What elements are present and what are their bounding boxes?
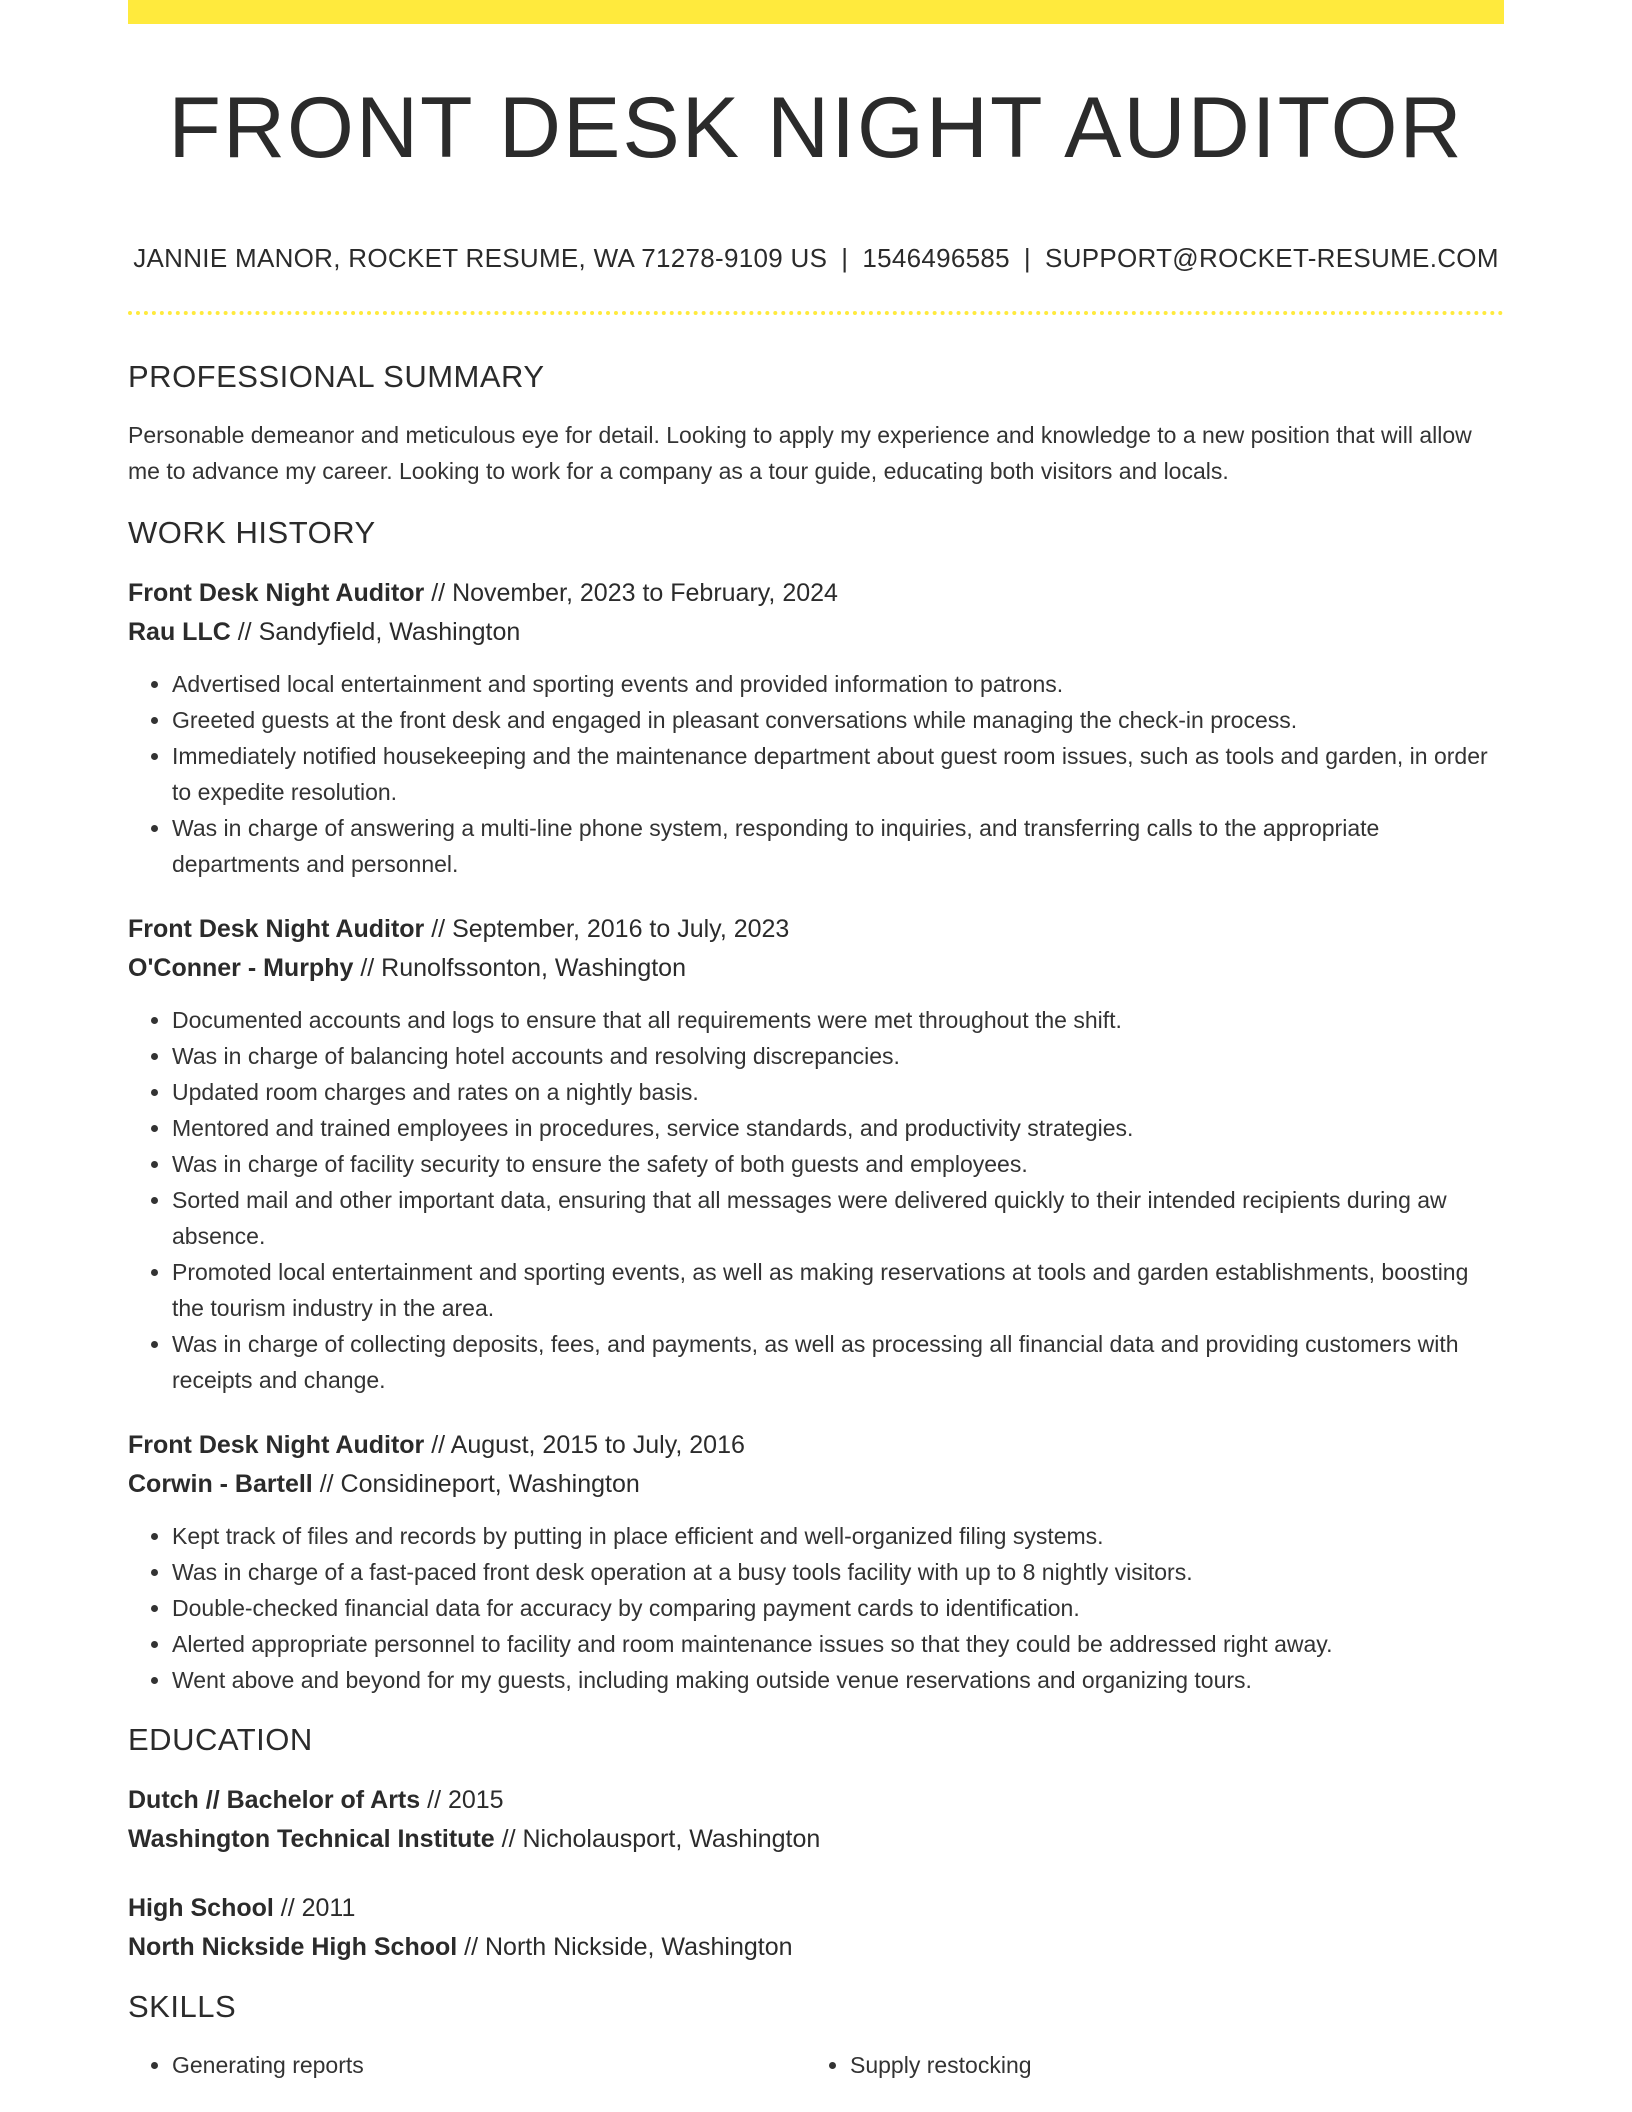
job-dates: // September, 2016 to July, 2023 — [424, 915, 790, 943]
section-heading-work-history: WORK HISTORY — [128, 515, 376, 550]
education-degree: High School — [128, 1894, 274, 1922]
education-degree: Dutch // Bachelor of Arts — [128, 1786, 421, 1814]
job-location: // Sandyfield, Washington — [230, 618, 521, 646]
header-divider — [128, 311, 1504, 315]
education-year: // 2011 — [273, 1894, 356, 1922]
summary-text: Personable demeanor and meticulous eye for detail. Looking to apply my experience and knowledge to a new position that will allow me to advance my career. Looking to work for a company as a tour guide, educating both visitors and locals. — [128, 422, 1472, 484]
contact-phone: 1546496585 — [862, 243, 1010, 273]
education-entry — [128, 1889, 1504, 1967]
job-bullet: • Kept track of files and records by putting in place efficient and well-organized filing systems. — [172, 1518, 1504, 1554]
job-bullet: • Greeted guests at the front desk and engaged in pleasant conversations while managing the check-in process. — [172, 702, 1504, 738]
job-title: Front Desk Night Auditor — [128, 579, 425, 607]
education-school-line — [128, 1820, 1504, 1859]
education-school-line — [128, 1928, 1504, 1967]
job-bullet: • Advertised local entertainment and sporting events and provided information to patrons. — [172, 666, 1504, 702]
job-bullet: • Immediately notified housekeeping and the maintenance department about guest room issues, such as tools and garden, in order to expedite resolution. — [172, 738, 1504, 810]
job-bullet: • Went above and beyond for my guests, including making outside venue reservations and organizing tours. — [172, 1662, 1504, 1698]
education-location: // North Nickside, Washington — [457, 1933, 793, 1961]
job-bullet: • Promoted local entertainment and sporting events, as well as making reservations at tools and garden establishments, boosting the tourism industry in the area. — [172, 1254, 1504, 1326]
skill-item: • Generating reports — [172, 2047, 806, 2083]
education-school: Washington Technical Institute — [128, 1825, 495, 1853]
job-company-line — [128, 1465, 1504, 1504]
contact-address: JANNIE MANOR, ROCKET RESUME, WA 71278-9109 US — [133, 243, 828, 273]
job-bullet: • Was in charge of collecting deposits, fees, and payments, as well as processing all financial data and providing customers with receipts and change. — [172, 1326, 1504, 1398]
job-dates: // August, 2015 to July, 2016 — [424, 1431, 745, 1459]
contact-separator: | — [1023, 243, 1031, 273]
job-bullets — [128, 666, 1504, 882]
job-company-line — [128, 613, 1504, 652]
contact-separator: | — [841, 243, 849, 273]
job-entry — [128, 1426, 1504, 1698]
contact-line — [128, 242, 1504, 274]
job-bullet: • Sorted mail and other important data, ensuring that all messages were delivered quickly to their intended recipients during aw absence. — [172, 1182, 1504, 1254]
job-location: // Runolfssonton, Washington — [353, 954, 686, 982]
job-company: Corwin - Bartell — [128, 1470, 313, 1498]
job-title-line — [128, 1426, 1504, 1465]
job-bullet: • Was in charge of a fast-paced front desk operation at a busy tools facility with up to 8 nightly visitors. — [172, 1554, 1504, 1590]
job-location: // Considineport, Washington — [312, 1470, 640, 1498]
job-bullet: • Was in charge of balancing hotel accounts and resolving discrepancies. — [172, 1038, 1504, 1074]
job-company: Rau LLC — [128, 618, 231, 646]
job-bullets — [128, 1518, 1504, 1698]
section-heading-education: EDUCATION — [128, 1722, 313, 1757]
job-title-line — [128, 910, 1504, 949]
education-degree-line — [128, 1781, 1504, 1820]
job-bullet: • Was in charge of answering a multi-line phone system, responding to inquiries, and transferring calls to the appropriate departments and personnel. — [172, 810, 1504, 882]
education-year: // 2015 — [420, 1786, 504, 1814]
education-degree-line — [128, 1889, 1504, 1928]
education-entry — [128, 1781, 1504, 1859]
skills-list — [128, 2047, 1504, 2083]
job-bullets — [128, 1002, 1504, 1398]
resume-content — [128, 24, 1504, 2083]
skills-column-right — [806, 2047, 1484, 2083]
job-bullet: • Was in charge of facility security to ensure the safety of both guests and employees. — [172, 1146, 1504, 1182]
job-company-line — [128, 949, 1504, 988]
job-bullet: • Updated room charges and rates on a nightly basis. — [172, 1074, 1504, 1110]
job-entry — [128, 910, 1504, 1398]
skill-item: • Supply restocking — [850, 2047, 1484, 2083]
job-company: O'Conner - Murphy — [128, 954, 354, 982]
job-title: Front Desk Night Auditor — [128, 1431, 425, 1459]
job-bullet: • Mentored and trained employees in procedures, service standards, and productivity strategies. — [172, 1110, 1504, 1146]
skills-column-left — [128, 2047, 806, 2083]
section-heading-skills: SKILLS — [128, 1989, 237, 2024]
page-title: FRONT DESK NIGHT AUDITOR — [168, 80, 1464, 176]
contact-email: SUPPORT@ROCKET-RESUME.COM — [1044, 243, 1499, 273]
accent-top-bar — [128, 0, 1504, 24]
job-bullet: • Documented accounts and logs to ensure that all requirements were met throughout the shift. — [172, 1002, 1504, 1038]
job-title-line — [128, 574, 1504, 613]
education-location: // Nicholausport, Washington — [494, 1825, 821, 1853]
education-school: North Nickside High School — [128, 1933, 458, 1961]
job-dates: // November, 2023 to February, 2024 — [424, 579, 838, 607]
job-bullet: • Double-checked financial data for accuracy by comparing payment cards to identification. — [172, 1590, 1504, 1626]
job-entry — [128, 574, 1504, 882]
job-title: Front Desk Night Auditor — [128, 915, 425, 943]
section-heading-summary: PROFESSIONAL SUMMARY — [128, 359, 545, 394]
job-bullet: • Alerted appropriate personnel to facility and room maintenance issues so that they could be addressed right away. — [172, 1626, 1504, 1662]
